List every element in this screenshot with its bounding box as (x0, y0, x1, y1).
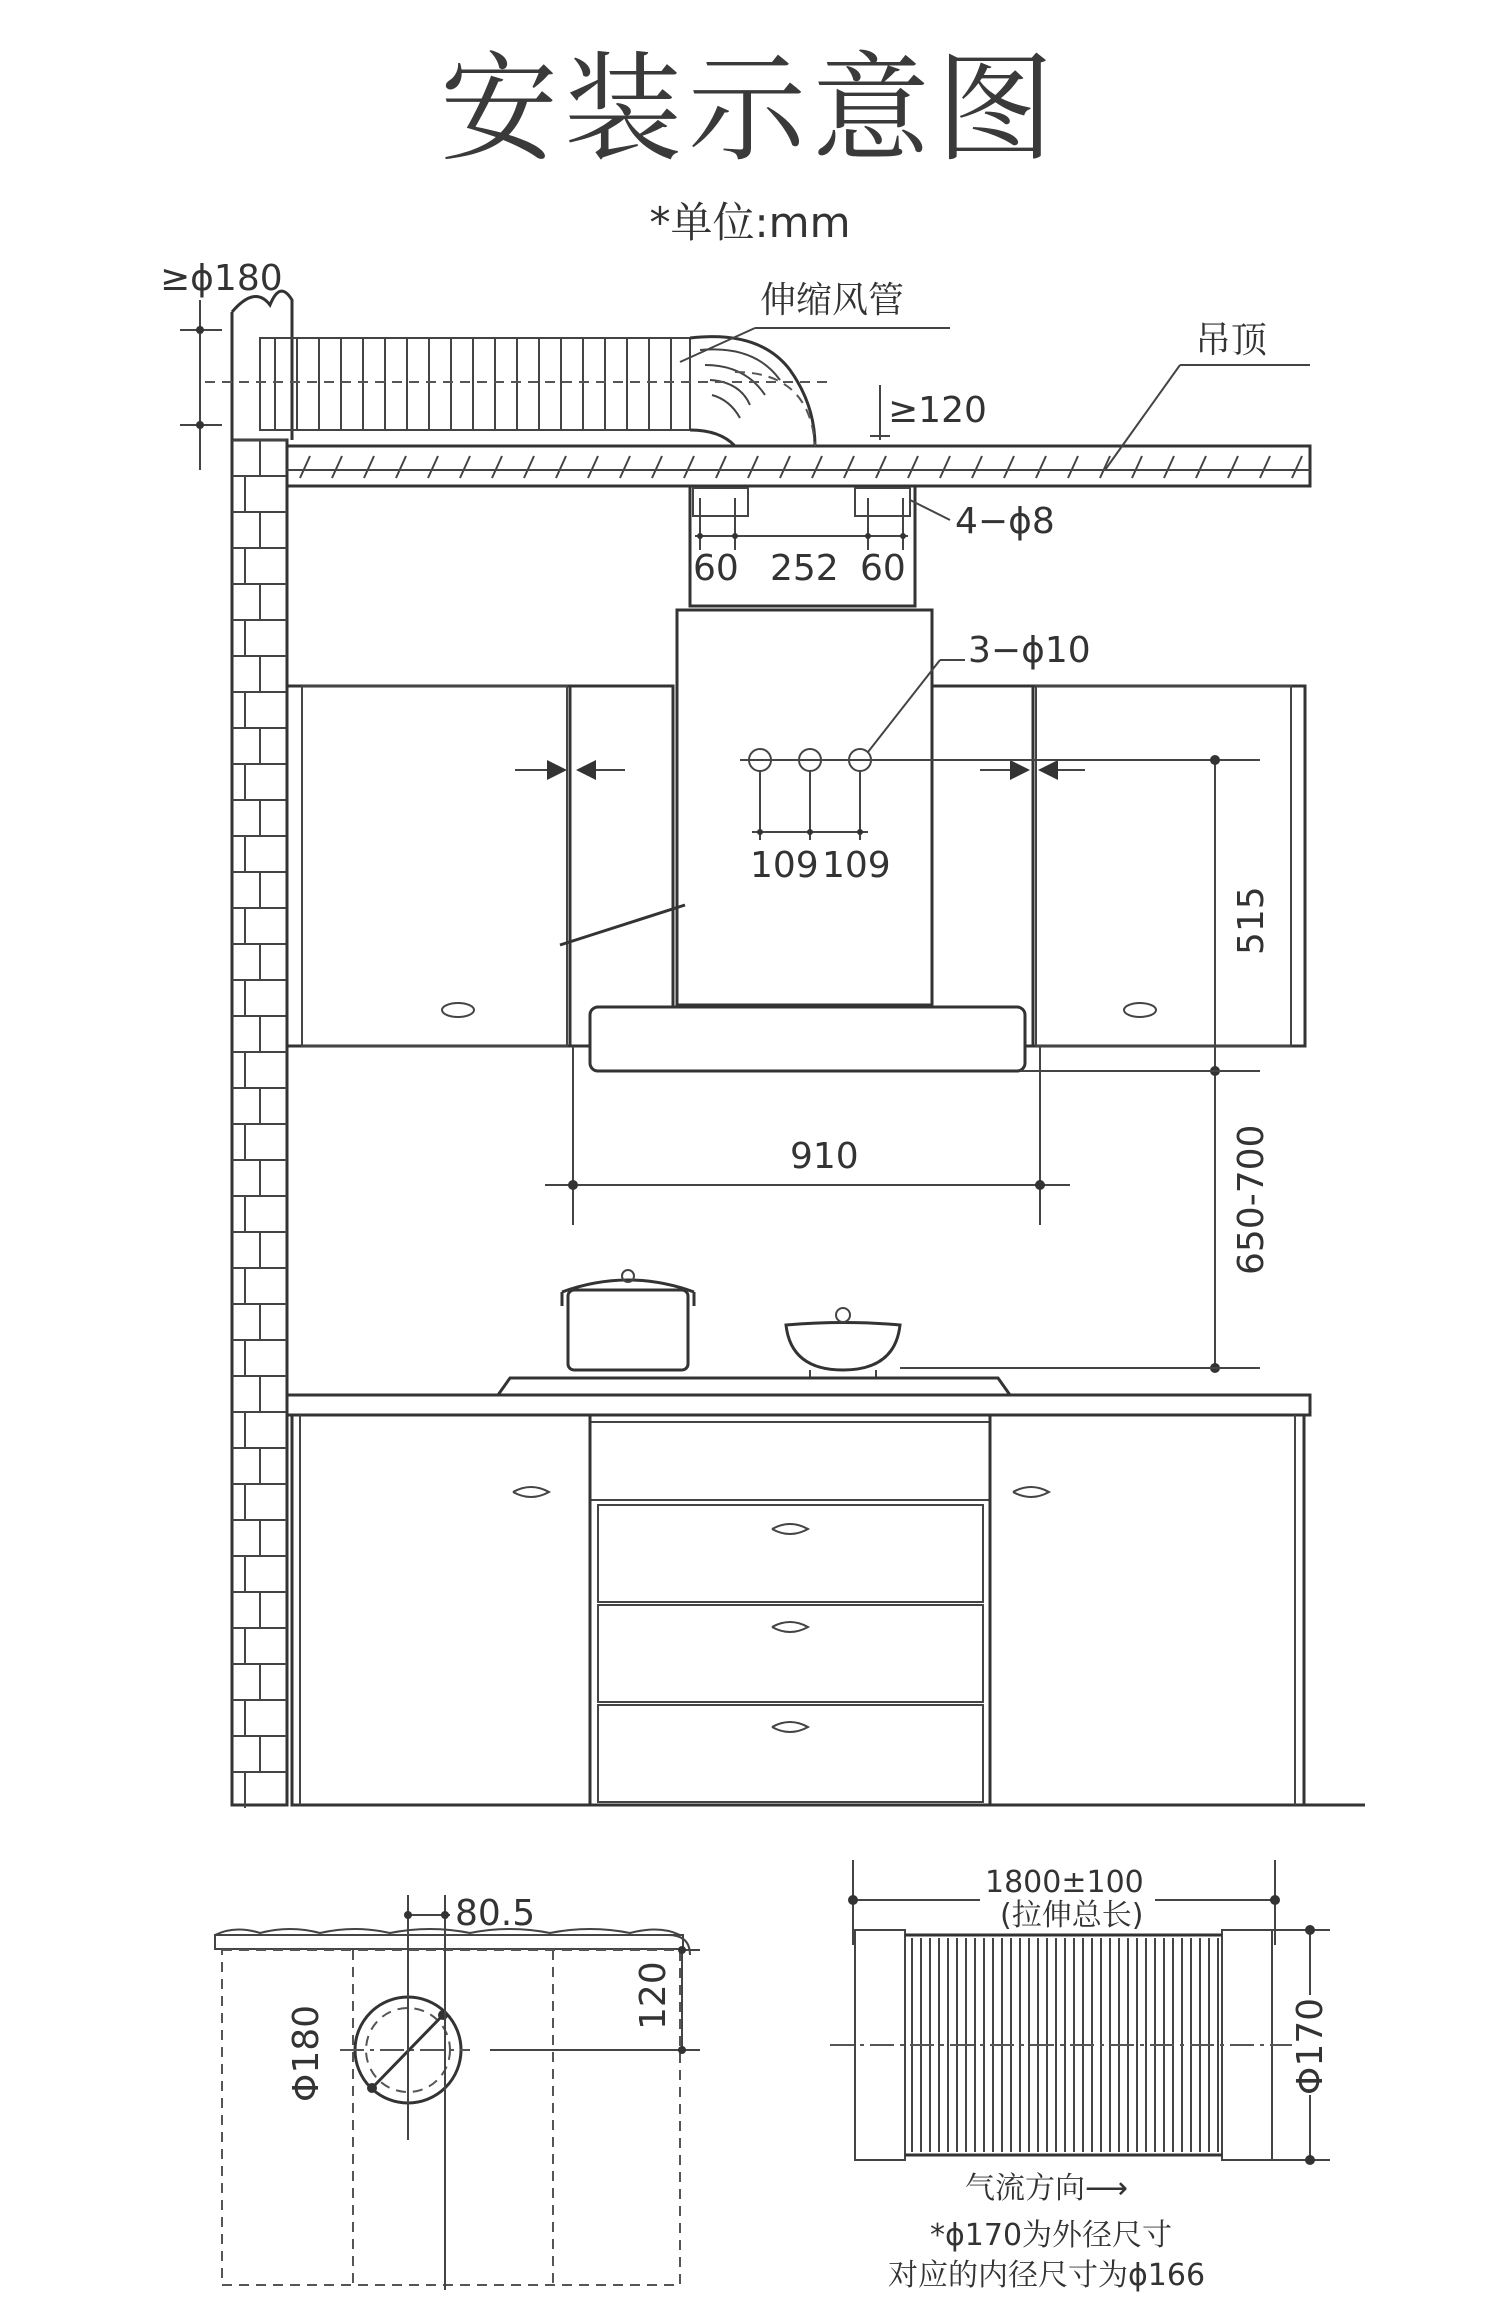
duct-length-note: (拉伸总长) (1000, 1898, 1144, 1933)
duct-diameter-dimension (160, 258, 283, 470)
hood-width-label: 910 (790, 1136, 859, 1177)
bracket-dim-middle: 252 (770, 548, 839, 589)
upper-height-label: 515 (1231, 886, 1272, 955)
labels-upper (680, 280, 1310, 470)
duct-detail (830, 1860, 1331, 2293)
flex-duct (205, 291, 830, 446)
bracket-holes-label: 4−ϕ8 (955, 501, 1055, 542)
flex-duct-label: 伸缩风管 (760, 280, 905, 321)
duct-length-label: 1800±100 (985, 1865, 1144, 1900)
cookware (498, 1270, 1010, 1395)
plan-duct-diameter-label: Φ180 (286, 2004, 327, 2102)
duct-note-line2: 对应的内径尺寸为ϕ166 (888, 2258, 1206, 2293)
lower-cabinets (287, 1395, 1365, 1805)
chimney-spacing-left: 109 (750, 845, 819, 886)
bracket-dim-right: 60 (860, 548, 906, 589)
mounting-bracket (690, 486, 1055, 606)
plan-depth-label: 120 (633, 1961, 674, 2030)
unit-note: *单位:mm (649, 198, 851, 247)
chimney-spacing-right: 109 (822, 845, 891, 886)
duct-diameter-label: ≥ϕ180 (160, 258, 283, 299)
duct-note-line1: *ϕ170为外径尺寸 (930, 2218, 1173, 2253)
plan-offset-label: 80.5 (455, 1893, 536, 1934)
brick-wall (232, 440, 287, 1808)
chimney-holes-label: 3−ϕ10 (968, 630, 1091, 671)
bracket-dim-left: 60 (693, 548, 739, 589)
hood-width-dimension (545, 1046, 1070, 1225)
range-hood (560, 610, 1260, 1071)
airflow-label: 气流方向⟶ (965, 2171, 1129, 2206)
ceiling-label: 吊顶 (1195, 320, 1268, 361)
plan-view (215, 1893, 700, 2290)
ceiling (287, 446, 1310, 486)
ceiling-gap-label: ≥120 (888, 390, 987, 431)
page-title: 安装示意图 (439, 40, 1060, 178)
hood-to-stove-label: 650-700 (1231, 1124, 1272, 1275)
duct-diameter-detail-label: Φ170 (1290, 1997, 1331, 2095)
